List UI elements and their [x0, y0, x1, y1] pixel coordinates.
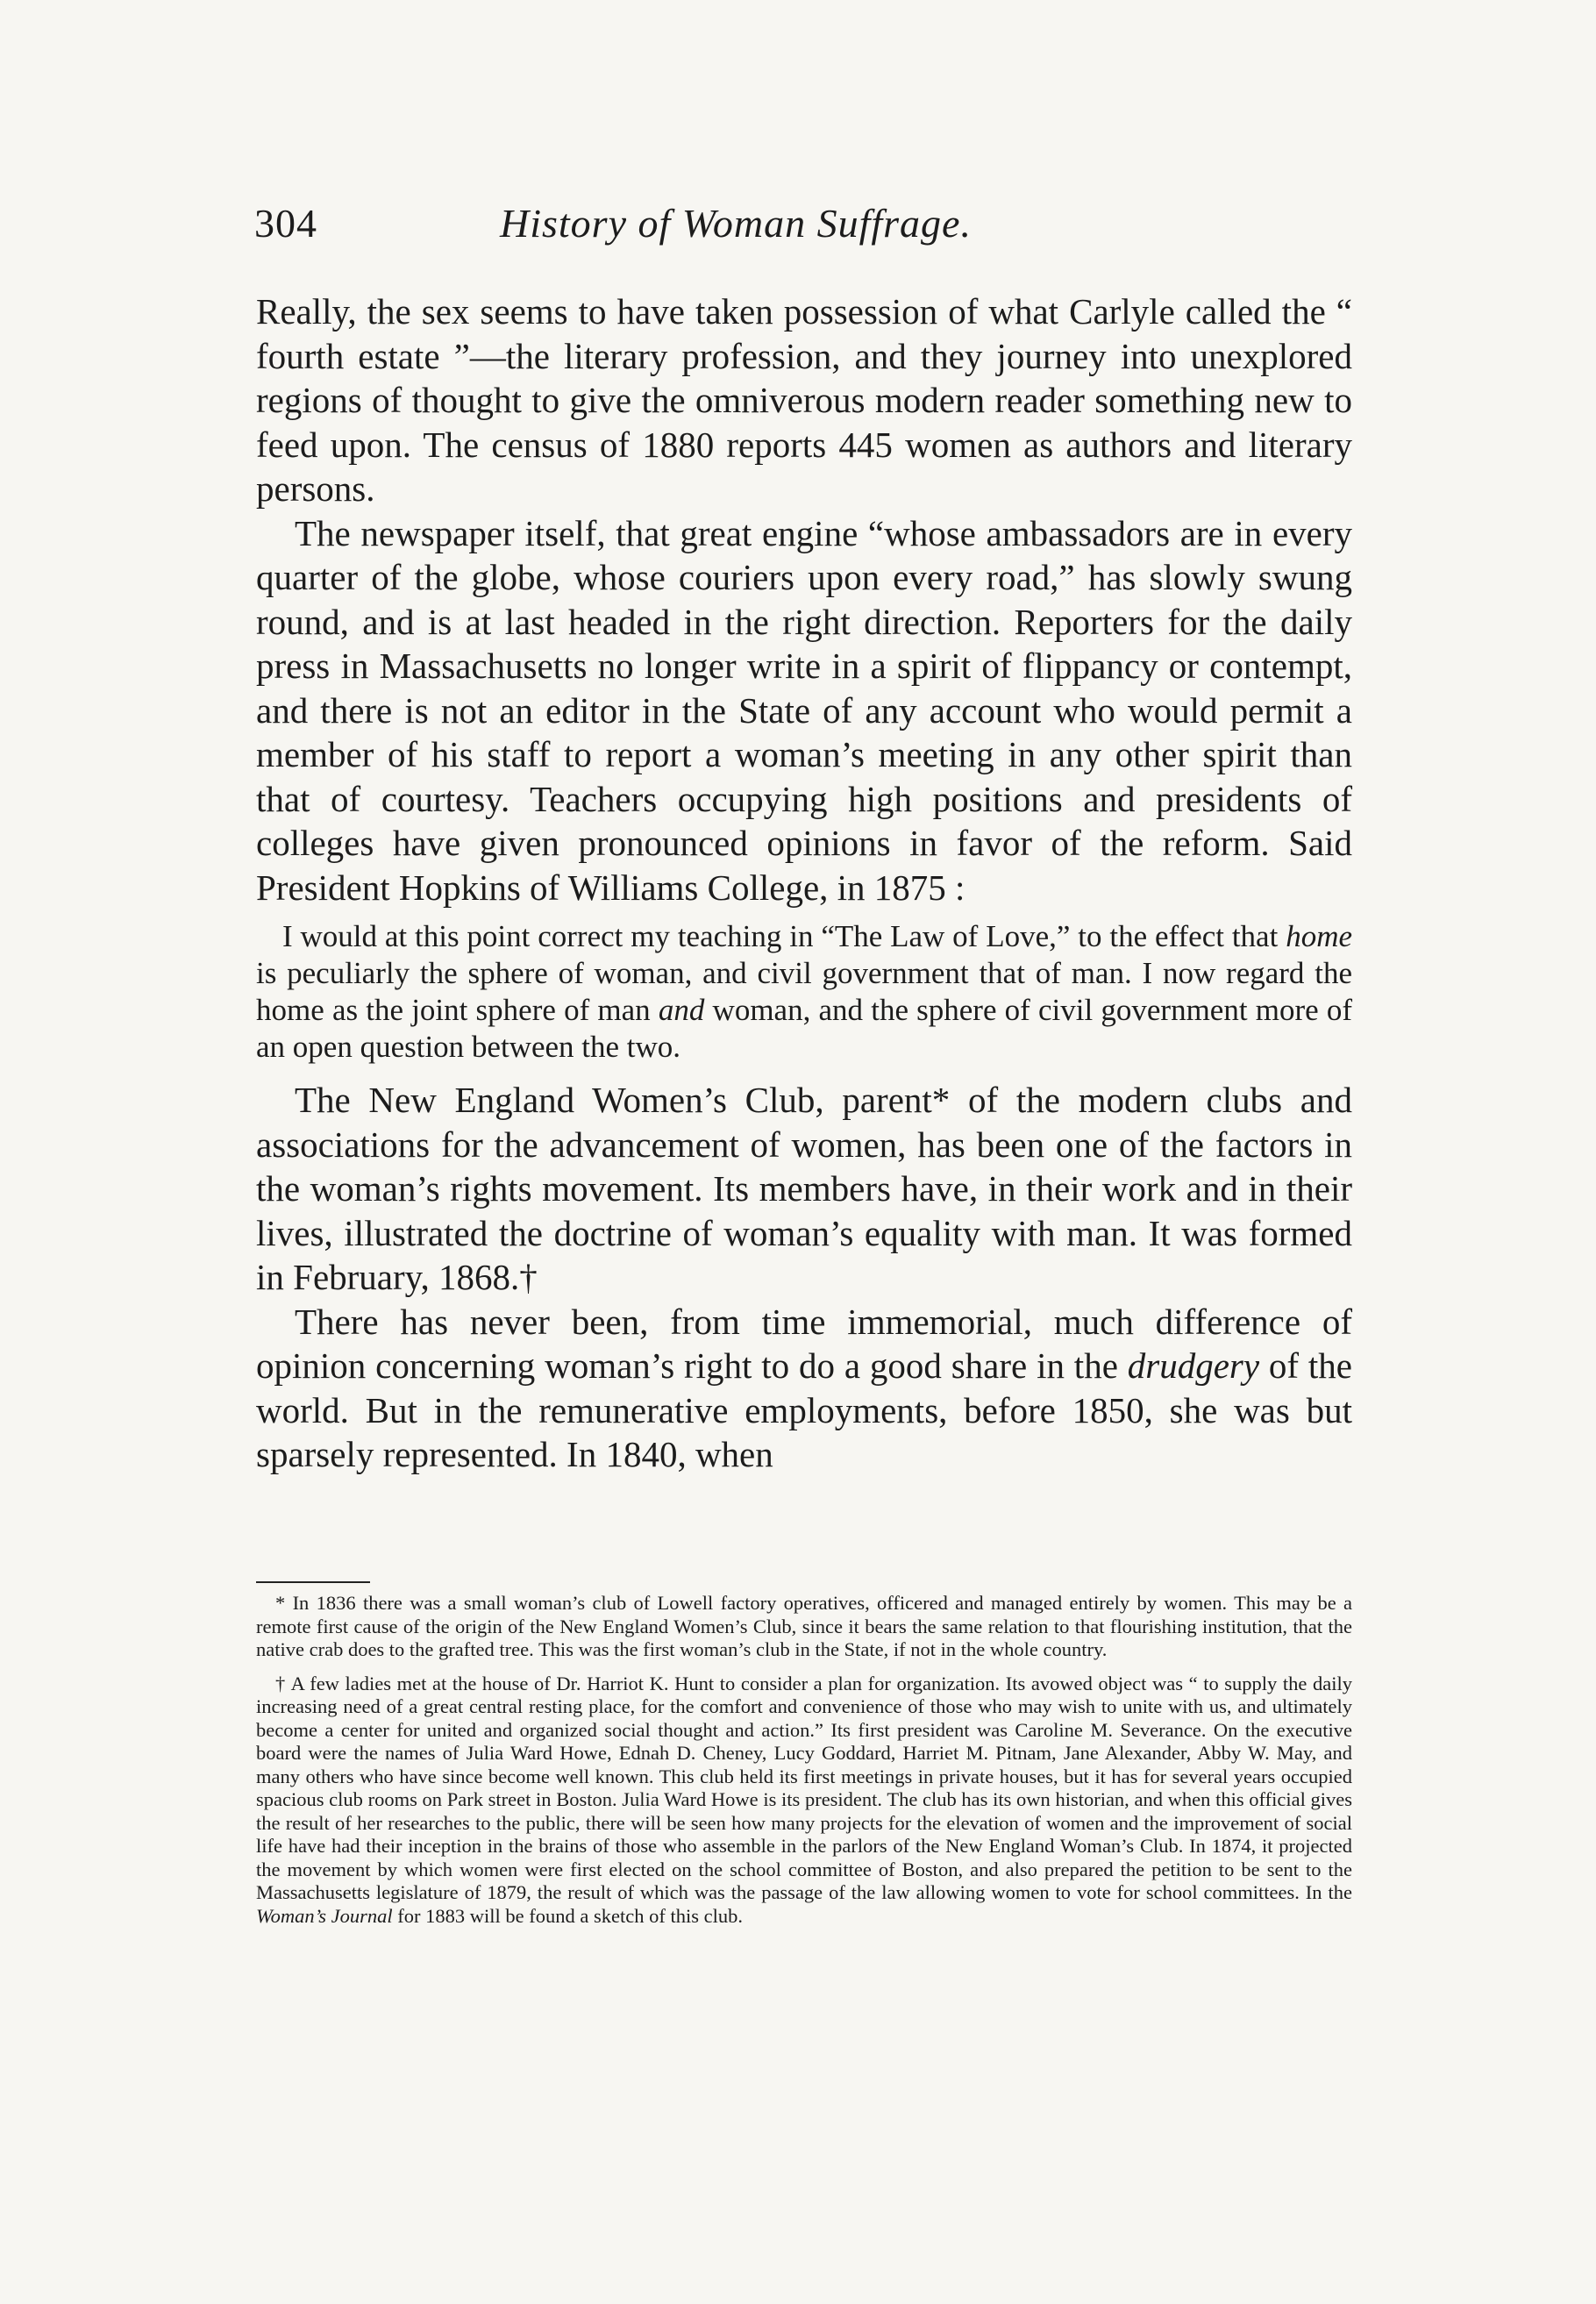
footnote-dagger-text-1: † A few ladies met at the house of Dr. Harriot K. Hunt to consider a plan for organization. Its avowed object was “ to supply the daily increasing need of a great central resting place, for the comfort and convenience of those who may wish to unite with us, and ultimately become a center for united and organized social thought and action.” Its first president was Caroline M. Severance. On the executive board were the names of Julia Ward Howe, Ednah D. Cheney, Lucy Goddard, Harriet M. Pitnam, Jane Alexander, Abby W. May, and many others who have since become well known. This club held its first meetings in private houses, but it has for several years occupied spacious club rooms on Park street in Boston. Julia Ward Howe is its president. The club has its own historian, and when this official gives the result of her researches to the public, there will be seen how many projects for the elevation of women and the improvement of social life have had their inception in the brains of those who assemble in the parlors of the New England Woman’s Club. In 1874, it projected the movement by which women were first elected on the school committee of Boston, and also prepared the petition to be sent to the Massachusetts legislature of 1879, the result of which was the passage of the law allowing women to vote for school committees. In the — [256, 1672, 1352, 1903]
page-number: 304 — [254, 201, 317, 246]
quote-emphasis-and: and — [658, 993, 705, 1027]
paragraph-womens-club: The New England Women’s Club, parent* of the modern clubs and associations for the advancement of women, has been one of the factors in the woman’s rights movement. Its members have, in their work and in their lives, illustrated the doctrine of woman’s equality with man. It was formed in February, 1868.† — [256, 1080, 1352, 1297]
quote-text-2: is peculiarly the sphere of woman, and civil government that of man. I now regard the home as the joint sphere of man — [256, 956, 1352, 1027]
quote-text-1: I would at this point correct my teaching in “The Law of Love,” to the effect that — [282, 919, 1286, 953]
footnotes — [256, 1592, 1352, 1938]
drudgery-text-2: of the world. But in the remunerative employments, before 1850, she was but sparsely represented. In 1840, when — [256, 1345, 1352, 1474]
footnote-journal-title: Woman’s Journal — [256, 1904, 393, 1927]
paragraph-newspaper: The newspaper itself, that great engine “whose ambassadors are in every quarter of the globe, whose couriers upon every road,” has slowly swung round, and is at last headed in the right direction. Reporters for the daily press in Massachusetts no longer write in a spirit of flippancy or contempt, and there is not an editor in the State of any account who would permit a member of his staff to report a woman’s meeting in any other spirit than that of courtesy. Teachers occupying high positions and presidents of colleges have given pronounced opinions in favor of the reform. Said President Hopkins of Williams College, in 1875 : — [256, 512, 1352, 908]
footnote-dagger — [256, 1673, 1352, 1929]
paragraph-fourth-estate: Really, the sex seems to have taken possession of what Carlyle called the “ fourth estate ”—the literary profession, and they journey into unexplored regions of thought to give the omniverous modern reader something new to feed upon. The census of 1880 reports 445 women as authors and literary persons. — [256, 291, 1352, 509]
quote-emphasis-home: home — [1286, 919, 1352, 953]
main-text — [256, 289, 1352, 1477]
quotation-hopkins — [256, 918, 1352, 1066]
running-title: History of Woman Suffrage. — [500, 201, 972, 246]
paragraph-drudgery — [256, 1300, 1352, 1477]
footnote-asterisk: * In 1836 there was a small woman’s club of Lowell factory operatives, officered and managed entirely by women. This may be a remote first cause of the origin of the New England Women’s Club, since it bears the same relation to that flourishing institution, that the native crab does to the grafted tree. This was the first woman’s club in the State, if not in the whole country. — [256, 1592, 1352, 1660]
drudgery-text-1: There has never been, from time immemorial, much difference of opinion concerning woman’s right to do a good share in the — [256, 1301, 1352, 1386]
page-header — [254, 200, 1355, 261]
footnote-divider — [256, 1581, 370, 1583]
quote-text-3: woman, and the sphere of civil government more of an open question between the two. — [256, 993, 1352, 1064]
footnote-dagger-text-2: for 1883 will be found a sketch of this club. — [392, 1904, 743, 1927]
drudgery-emphasis: drudgery — [1127, 1345, 1260, 1386]
